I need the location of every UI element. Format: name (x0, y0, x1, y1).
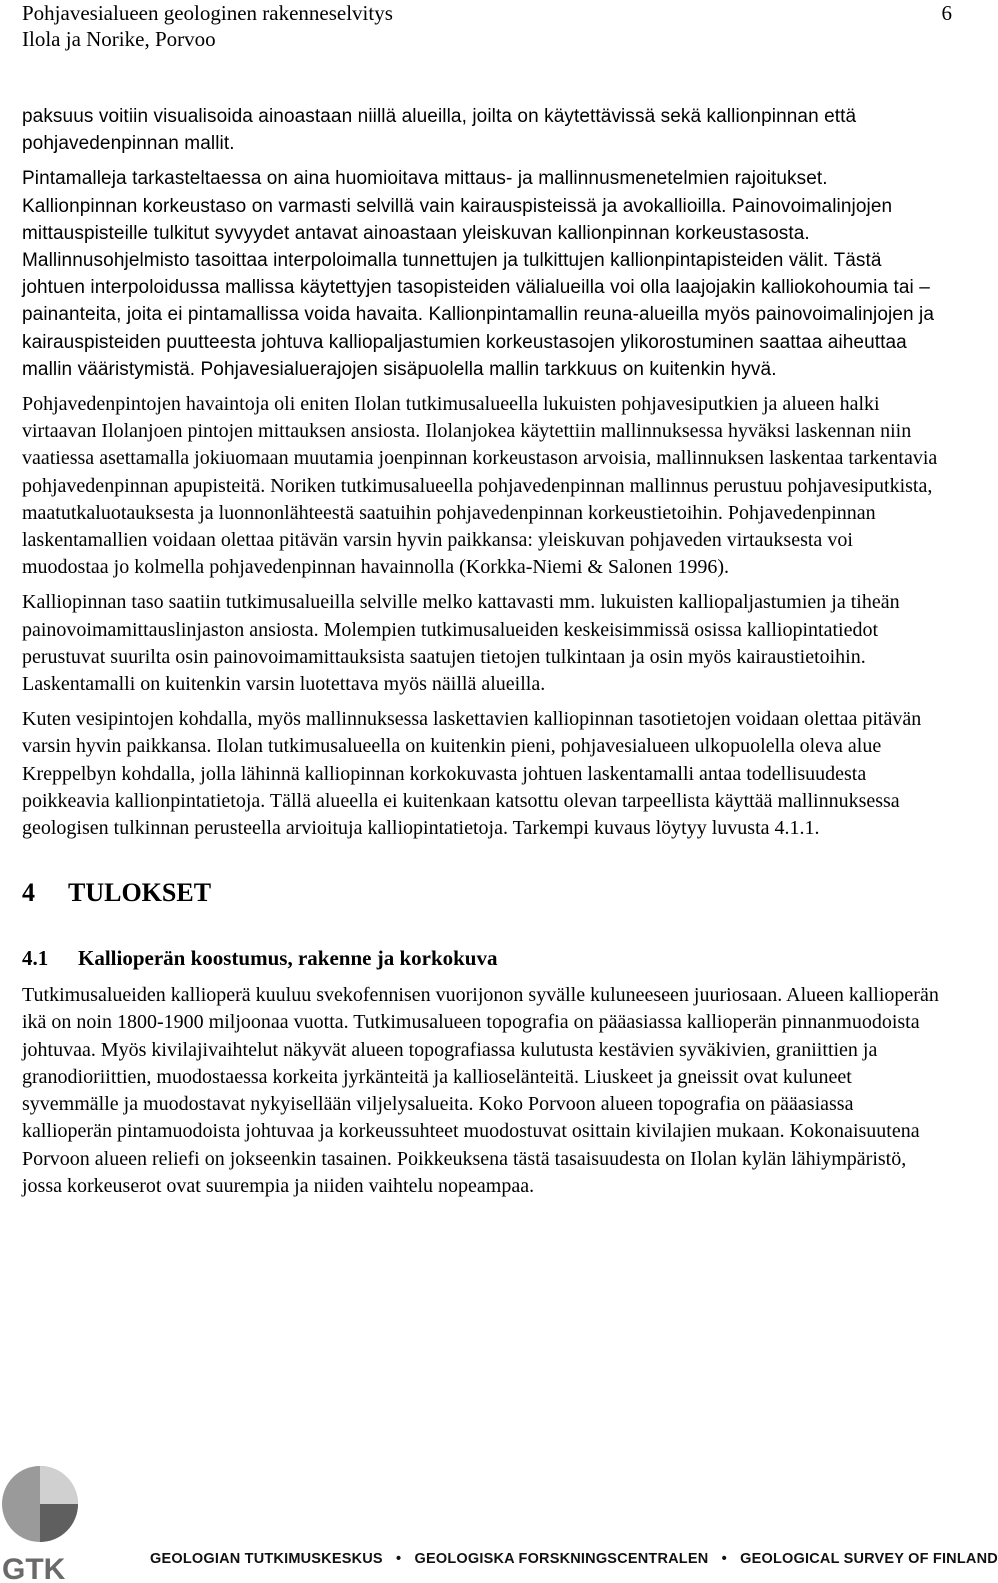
subsection-paragraph: Tutkimusalueiden kallioperä kuuluu svekofennisen vuorijonon syvälle kuluneeseen juuriosaan. Alueen kallioperän ikä on noin 1800-1900 miljoonaa vuotta. Tutkimusalueen topografia on pääasiassa kallioperän pinnanmuodoista johtuvaa. Myös kivilajivaihtelut näkyvät alueen topografiassa kulutusta kestävien syväkivien, graniittien ja granodioriittien, muodostaessa korkeita jyrkänteitä ja kallioselänteitä. Liuskeet ja gneissit ovat kuluneet syvemmälle ja muodostavat nykyisellään viljelysalueita. Koko Porvoon alueen topografia on pääasiassa kallioperän pintamuodoista johtuvaa ja korkeussuhteet muodostuvat osittain kivilajien mukaan. Kokonaisuutena Porvoon alueen reliefi on jokseenkin tasainen. Poikkeuksena tästä tasaisuudesta on Ilolan kylän lähiympäristö, jossa korkeuserot ovat suurempia ja niiden vaihtelu nopeampaa. (22, 984, 939, 1197)
page-footer (0, 1440, 998, 1583)
header-title: Pohjavesialueen geologinen rakenneselvitys (22, 1, 393, 25)
bullet-icon: • (721, 1551, 727, 1567)
subsection-heading (22, 944, 940, 972)
body-paragraph-1: Pohjavedenpintojen havaintoja oli eniten Ilolan tutkimusalueella lukuisten pohjavesiputkien ja alueen halki virtaavan Ilolanjoen pintojen mittauksen ansiosta. Ilolanjokea käytettiin mallinnuksessa hyväksi laskennan niin vaatiessa asettamalla jokiuomaan muutamia joenpinnan korkeustason arvoisia, mallinnuksen laskentaa tarkentavia pohjavedenpinnan apupisteitä. Noriken tutkimusalueella pohjavedenpinnan mallinnus perustuu pohjavesiputkista, maatutkaluotauksesta ja luonnonlähteestä saatuihin pohjavedenpinnan korkeustietoihin. Pohjavedenpinnan laskentamallien voidaan olettaa pitävän varsin hyvin paikkansa: yleiskuvan pohjaveden virtauksesta voi muodostaa jo kolmella pohjavedenpinnan havainnolla (Korkka-Niemi & Salonen 1996). (22, 393, 938, 579)
subsection-number: 4.1 (22, 946, 49, 971)
body-paragraph-2: Kalliopinnan taso saatiin tutkimusalueilla selville melko kattavasti mm. lukuisten kalliopaljastumien ja tiheän painovoimamittauslinjaston ansiosta. Molempien tutkimusalueiden keskeisimmissä osissa kalliopintatiedot perustuvat suurilta osin painovoimamittauksista saatujen tietojen tulkintaan ja osin myös kairaustietoihin. Laskentamalli on kuitenkin varsin luotettava myös näillä alueilla. (22, 591, 900, 696)
section-number: 4 (22, 878, 35, 908)
body-paragraph-3: Kuten vesipintojen kohdalla, myös mallinnuksessa laskettavien kalliopinnan tasotietojen voidaan olettaa pitävän varsin hyvin paikkansa. Ilolan tutkimusalueella on kuitenkin pieni, pohjavesialueen ulkopuolella oleva alue Kreppelbyn kohdalla, jolla lähinnä kalliopinnan korkokuvasta johtuen laskentamalli antaa todellisuudesta poikkeavia kallionpintatietoja. Tällä alueella ei kuitenkaan katsottu olevan tarpeellista käyttää mallinnuksessa geologisen tulkinnan perusteella arvioituja kalliopintatietoja. Tarkempi kuvaus löytyy luvusta 4.1.1. (22, 708, 922, 840)
intro-paragraph-1: paksuus voitiin visualisoida ainoastaan niillä alueilla, joilta on käytettävissä sekä kallionpinnan että pohjavedenpinnan mallit. (22, 106, 857, 155)
header-subtitle: Ilola ja Norike, Porvoo (22, 27, 216, 51)
logo-globe-shade (40, 1466, 78, 1504)
footer-org-sv: GEOLOGISKA FORSKNINGSCENTRALEN (414, 1551, 709, 1567)
subsection-title: Kallioperän koostumus, rakenne ja korkokuva (78, 946, 498, 971)
page-number: 6 (941, 1, 952, 25)
footer-organization (150, 1551, 998, 1567)
intro-paragraph-2: Pintamalleja tarkasteltaessa on aina huomioitava mittaus- ja mallinnusmenetelmien rajoitukset. Kallionpinnan korkeustaso on varmasti selvillä vain kairauspisteissä ja avokallioilla. Painovoimalinjojen mittauspisteille tulkitut syvyydet antavat ainoastaan yleiskuvan kallionpinnan korkeustasosta. Mallinnusohjelmisto tasoittaa interpoloimalla tunnettujen ja tulkittujen kallionpintapisteiden välit. Tästä johtuen interpoloidussa mallissa käytettyjen tasopisteiden välialueilla voi olla laajojakin kalliokohoumia tai –painanteita, joita ei pintamallissa voida havaita. Kallionpintamallin reuna-alueilla myös painovoimalinjojen ja kairauspisteiden puutteesta johtuva kalliopaljastumien korkeustasojen ylikorostuminen saattaa aiheuttaa mallin vääristymistä. Pohjavesialuerajojen sisäpuolella mallin tarkkuus on kuitenkin hyvä. (22, 168, 935, 380)
intro-block (22, 103, 940, 383)
logo-globe-dark (40, 1504, 78, 1542)
logo-text: GTK (2, 1553, 66, 1583)
section-title: TULOKSET (68, 878, 212, 908)
document-body (22, 103, 940, 1208)
page-header (22, 0, 952, 56)
section-heading (22, 876, 940, 910)
bullet-icon: • (396, 1551, 402, 1567)
footer-org-fi: GEOLOGIAN TUTKIMUSKESKUS (150, 1551, 383, 1567)
gtk-logo (0, 1444, 100, 1583)
footer-org-en: GEOLOGICAL SURVEY OF FINLAND (740, 1551, 998, 1567)
